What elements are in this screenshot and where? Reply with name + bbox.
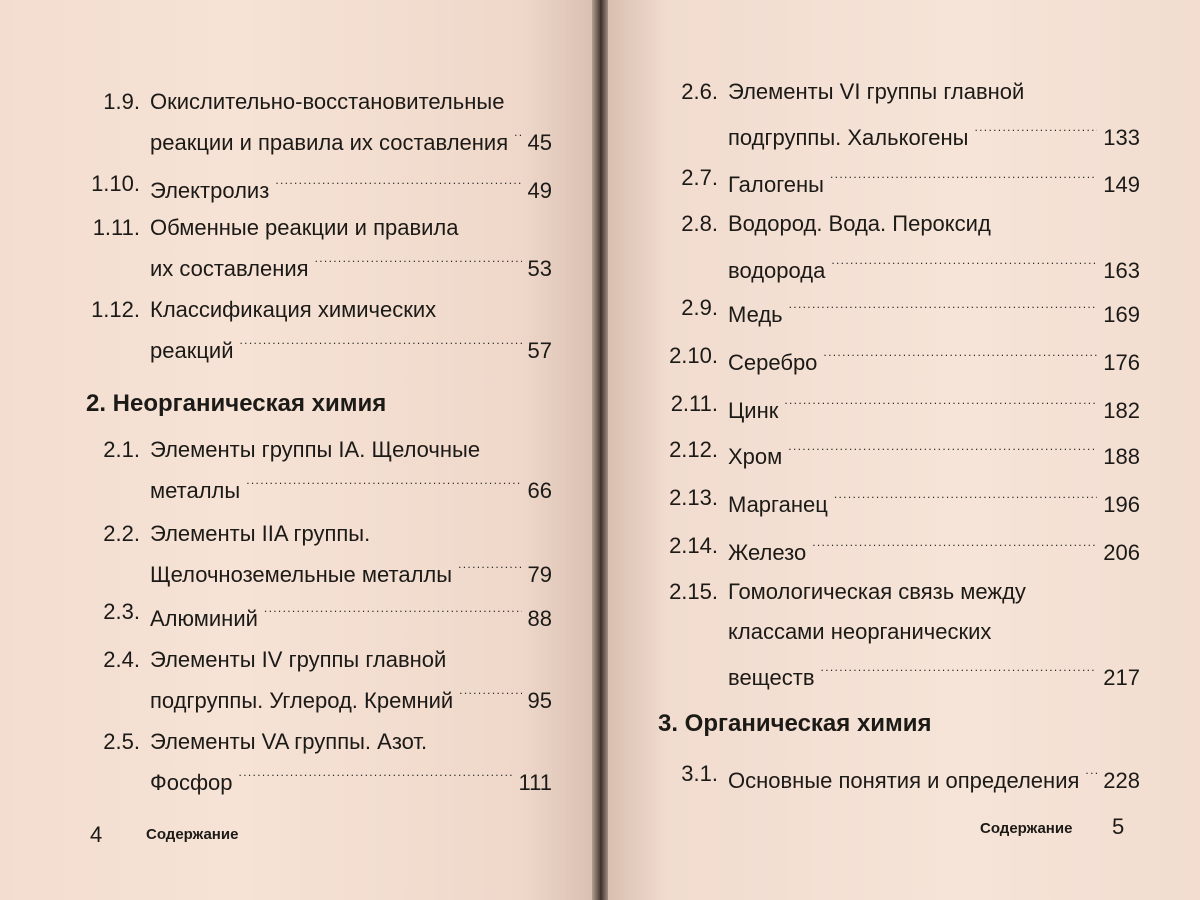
dot-leader	[275, 170, 521, 198]
book-gutter	[592, 0, 608, 900]
dot-leader	[823, 342, 1097, 370]
dot-leader	[1085, 760, 1097, 788]
dot-leader	[789, 294, 1098, 322]
dot-leader	[788, 436, 1097, 464]
entry-line: веществ	[728, 665, 815, 690]
entry-line: Окислительно-восстановительные	[150, 89, 505, 114]
section-heading: 3. Органическая химия	[658, 710, 932, 737]
entry-number: 3.1.	[681, 761, 718, 786]
entry-line: классами неорганических	[728, 619, 992, 644]
dot-leader	[784, 390, 1097, 418]
dot-leader	[459, 680, 521, 708]
running-footer: Содержание	[980, 820, 1073, 837]
entry-line: металлы	[150, 478, 241, 503]
page-number: 4	[90, 822, 103, 847]
entry-page: 66	[527, 478, 552, 503]
entry-page: 133	[1103, 125, 1140, 150]
entry-page: 163	[1103, 258, 1140, 283]
entry-number: 2.6.	[681, 79, 718, 104]
entry-page: 88	[527, 606, 552, 631]
entry-line: Электролиз	[150, 178, 270, 203]
entry-page: 111	[518, 770, 552, 795]
entry-number: 2.2.	[103, 521, 140, 546]
entry-line: Серебро	[728, 350, 818, 375]
entry-page: 95	[527, 688, 552, 713]
entry-number: 2.4.	[103, 647, 140, 672]
page-number: 5	[1112, 814, 1125, 839]
entry-number: 1.9.	[103, 89, 140, 114]
dot-leader	[834, 484, 1097, 512]
running-footer: Содержание	[146, 826, 239, 843]
left-page	[0, 0, 592, 900]
entry-line: Щелочноземельные металлы	[150, 562, 453, 587]
entry-page: 169	[1103, 302, 1140, 327]
entry-page: 217	[1103, 665, 1140, 690]
entry-line: Медь	[728, 302, 783, 327]
entry-number: 2.8.	[681, 211, 718, 236]
entry-line: Алюминий	[150, 606, 258, 631]
entry-number: 2.11.	[670, 391, 718, 416]
entry-number: 2.5.	[103, 729, 140, 754]
entry-line: Элементы IV группы главной	[150, 647, 447, 672]
entry-number: 2.1.	[103, 437, 140, 462]
dot-leader	[812, 532, 1097, 560]
entry-number: 2.10.	[669, 343, 718, 368]
entry-line: водорода	[728, 258, 826, 283]
entry-page: 149	[1103, 172, 1140, 197]
entry-page: 45	[527, 130, 552, 155]
dot-leader	[264, 598, 522, 626]
entry-line: Основные понятия и определения	[728, 768, 1080, 793]
dot-leader	[240, 330, 522, 358]
entry-number: 1.12.	[91, 297, 140, 322]
entry-page: 57	[527, 338, 552, 363]
entry-line: Водород. Вода. Пероксид	[728, 211, 991, 236]
dot-leader	[974, 117, 1097, 145]
entry-number: 1.10.	[91, 171, 140, 196]
entry-line: подгруппы. Углерод. Кремний	[150, 688, 454, 713]
dot-leader	[514, 122, 521, 150]
entry-line: Элементы VA группы. Азот.	[150, 729, 428, 754]
entry-line: их составления	[150, 256, 309, 281]
entry-number: 2.13.	[669, 485, 718, 510]
entry-number: 2.9.	[681, 295, 718, 320]
entry-line: Элементы IIA группы.	[150, 521, 371, 546]
entry-line: Элементы группы IA. Щелочные	[150, 437, 481, 462]
entry-number: 2.7.	[681, 165, 718, 190]
entry-line: Галогены	[728, 172, 824, 197]
entry-line: Марганец	[728, 492, 828, 517]
entry-line: реакций	[150, 338, 234, 363]
entry-line: Обменные реакции и правила	[150, 215, 459, 240]
entry-page: 228	[1103, 768, 1140, 793]
entry-line: Хром	[728, 444, 783, 469]
entry-line: Классификация химических	[150, 297, 437, 322]
dot-leader	[458, 554, 521, 582]
dot-leader	[830, 164, 1097, 192]
right-page	[608, 0, 1200, 900]
entry-number: 2.12.	[669, 437, 718, 462]
entry-line: Элементы VI группы главной	[728, 79, 1025, 104]
dot-leader	[831, 250, 1097, 278]
dot-leader	[246, 470, 521, 498]
entry-page: 188	[1103, 444, 1140, 469]
entry-number: 2.3.	[103, 599, 140, 624]
entry-page: 49	[527, 178, 552, 203]
entry-page: 206	[1103, 540, 1140, 565]
entry-page: 53	[527, 256, 552, 281]
entry-line: Цинк	[728, 398, 779, 423]
dot-leader	[315, 248, 522, 276]
entry-line: Железо	[728, 540, 807, 565]
entry-page: 176	[1103, 350, 1140, 375]
dot-leader	[821, 657, 1098, 685]
entry-page: 182	[1103, 398, 1140, 423]
entry-number: 2.14.	[669, 533, 718, 558]
entry-line: Гомологическая связь между	[728, 579, 1026, 604]
entry-page: 79	[527, 562, 552, 587]
dot-leader	[239, 762, 513, 790]
entry-number: 1.11.	[92, 215, 140, 240]
entry-page: 196	[1103, 492, 1140, 517]
entry-line: реакции и правила их составления	[150, 130, 509, 155]
entry-line: Фосфор	[150, 770, 233, 795]
entry-number: 2.15.	[669, 579, 718, 604]
section-heading: 2. Неорганическая химия	[86, 390, 387, 417]
entry-line: подгруппы. Халькогены	[728, 125, 969, 150]
